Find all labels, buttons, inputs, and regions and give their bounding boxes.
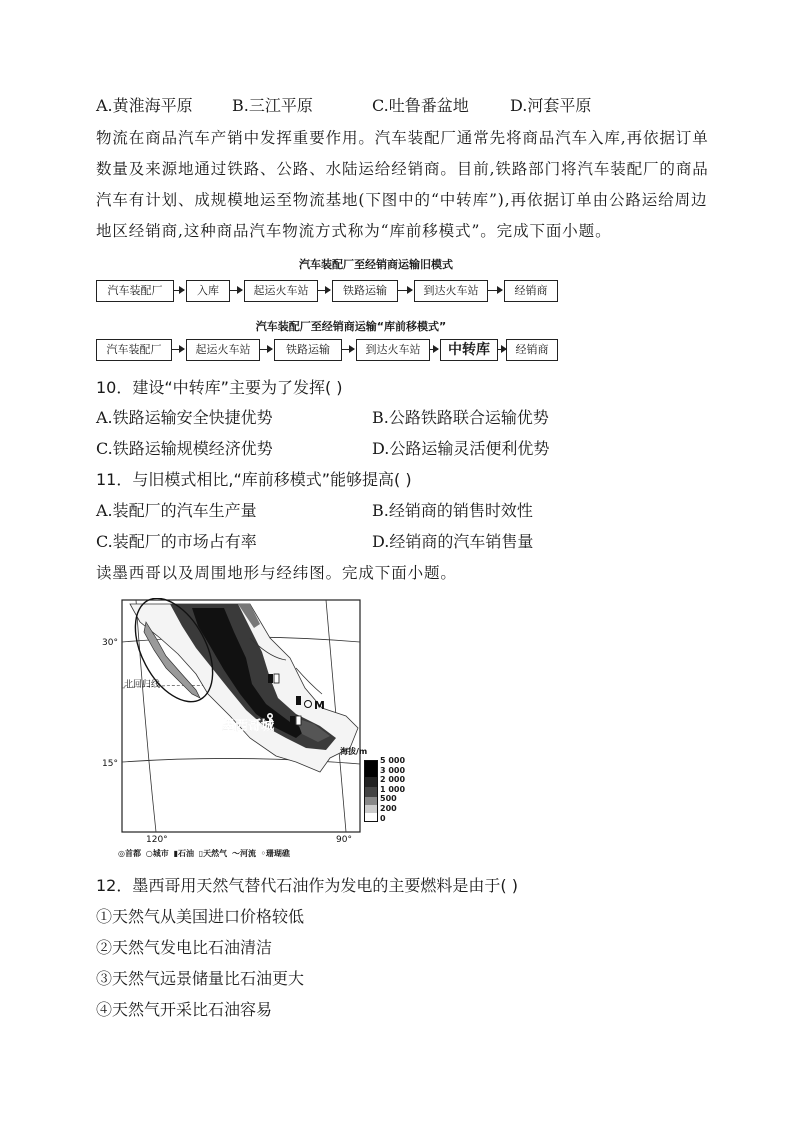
legend-level: 500 [380,794,397,804]
q9-option-a: A.黄淮海平原 [96,96,193,115]
flow-arrow [498,349,506,350]
map-intro: 读墨西哥以及周围地形与经纬图。完成下面小题。 [96,564,457,582]
new-mode-flow [96,339,566,361]
legend-level: 1 000 [380,784,406,794]
q10-option-c: C.铁路运输规模经济优势 [96,439,273,458]
tropic-label: 北回归线 [124,680,161,690]
lat-15-label: 15° [102,759,118,769]
flow-arrow [488,290,502,291]
flow-step-transfer-depot: 中转库 [440,339,498,361]
flow-arrow [260,349,272,350]
flow-step: 铁路运输 [274,339,342,361]
flow-arrow [398,290,412,291]
q12-item-2: ②天然气发电比石油清洁 [96,938,273,957]
gas-symbol [274,674,279,683]
flow-step: 到达火车站 [414,280,488,302]
oil-symbol [290,716,295,725]
legend-level: 0 [380,813,386,823]
city-m-label: M [314,699,325,712]
passage-line-3: 汽车有计划、成规模地运至物流基地(下图中的“中转库”),再依据订单由公路运给周边 [96,191,708,209]
lon-120-label: 120° [146,835,168,845]
legend-level: 200 [380,803,397,813]
flow-step: 汽车装配厂 [96,280,174,302]
old-mode-flow [96,280,566,302]
lon-90-label: 90° [336,835,352,845]
key-city: ○城市 [145,849,169,858]
flow-step: 入库 [186,280,230,302]
flow-step: 汽车装配厂 [96,339,172,361]
flow-step: 经销商 [506,339,558,361]
q9-option-c: C.吐鲁番盆地 [372,96,469,115]
city-m-symbol [305,701,312,708]
q11-option-d: D.经销商的汽车销售量 [372,532,534,551]
flow-step: 起运火车站 [244,280,318,302]
oil-symbol [268,674,273,683]
legend-level: 5 000 [380,756,406,765]
gas-symbol [296,716,301,725]
mexico-terrain-map [100,598,368,860]
legend-level: 3 000 [380,765,406,775]
q10-stem: 10．建设“中转库”主要为了发挥( ) [96,378,343,397]
passage-line-4: 地区经销商,这种商品汽车物流方式称为“库前移模式”。完成下面小题。 [96,222,612,240]
q10-option-d: D.公路运输灵活便利优势 [372,439,550,458]
q10-option-b: B.公路铁路联合运输优势 [372,408,549,427]
key-coral-reef: ◦珊瑚礁 [260,849,290,858]
flow-step: 经销商 [504,280,558,302]
flow-step: 起运火车站 [186,339,260,361]
q11-option-a: A.装配厂的汽车生产量 [96,501,257,520]
legend-title: 海拔/m [340,747,368,756]
flow-arrow [430,349,438,350]
key-oil: ▮石油 [173,849,194,858]
q11-stem: 11．与旧模式相比,“库前移模式”能够提高( ) [96,470,412,489]
passage-line-1: 物流在商品汽车产销中发挥重要作用。汽车装配厂通常先将商品汽车入库,再依据订单 [96,129,709,147]
passage-line-2: 数量及来源地通过铁路、公路、水陆运给经销商。目前,铁路部门将汽车装配厂的商品 [96,160,709,178]
q11-option-b: B.经销商的销售时效性 [372,501,533,520]
flow-arrow [342,349,354,350]
q11-option-c: C.装配厂的市场占有率 [96,532,257,551]
q10-option-a: A.铁路运输安全快捷优势 [96,408,273,427]
q9-option-b: B.三江平原 [232,96,313,115]
capital-label: 墨西哥城 [222,719,275,734]
flow-arrow [174,290,184,291]
map-key [118,848,290,859]
q9-option-d: D.河套平原 [510,96,592,115]
flow-arrow [172,349,184,350]
key-capital: ◎首都 [118,849,141,858]
flow-step: 铁路运输 [332,280,398,302]
q12-stem: 12．墨西哥用天然气替代石油作为发电的主要燃料是由于( ) [96,876,518,895]
new-mode-title: 汽车装配厂至经销商运输“库前移模式” [255,320,447,333]
q12-item-3: ③天然气远景储量比石油更大 [96,969,305,988]
oil-symbol [296,696,301,705]
legend-level: 2 000 [380,775,406,785]
flow-step: 到达火车站 [356,339,430,361]
lat-30-label: 30° [102,638,118,648]
flow-arrow [318,290,330,291]
old-mode-title: 汽车装配厂至经销商运输旧模式 [299,258,453,271]
flow-arrow [230,290,242,291]
key-gas: ▯天然气 [198,849,228,858]
key-river: 〜河流 [231,849,256,858]
q12-item-1: ①天然气从美国进口价格较低 [96,907,305,926]
q12-item-4: ④天然气开采比石油容易 [96,1000,273,1019]
